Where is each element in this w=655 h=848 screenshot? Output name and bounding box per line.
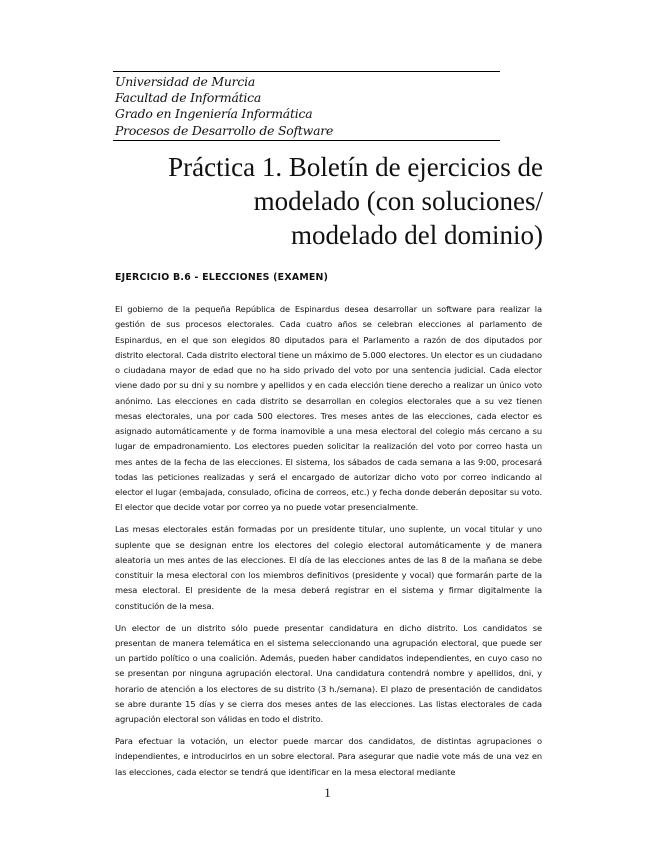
exercise-heading: EJERCICIO B.6 - ELECCIONES (EXAMEN) (115, 272, 329, 283)
title-line: modelado (con soluciones/ (253, 186, 543, 216)
paragraph: Para efectuar la votación, un elector puede marcar dos candidatos, de distintas agrupaciones o independientes, e introducirlos en un sobre electoral. Para asegurar que nadie vote más de una vez en las elecciones, cada elector se tendrá que identificar en la mesa electoral mediante (115, 736, 542, 777)
title-line: Práctica 1. Boletín de ejercicios de (168, 152, 543, 182)
header-university: Universidad de Murcia (115, 74, 256, 89)
header-bottom-rule (113, 140, 500, 141)
header-faculty: Facultad de Informática (115, 90, 262, 106)
header-course: Procesos de Desarrollo de Software (115, 122, 334, 138)
document-title (83, 150, 543, 252)
page-number: 1 (324, 785, 331, 800)
exercise-body (115, 302, 542, 787)
paragraph: Las mesas electorales están formadas por un presidente titular, uno suplente, un vocal titular y uno suplente que se designan entre los electores del colegio electoral automáticamente y de manera aleatoria un mes antes de las elecciones. El día de las elecciones antes de las 8 de la mañana se debe constituir la mesa electoral con los miembros definitivos (presidente y vocal) que formarán parte de la mesa electoral. El presidente de la mesa deberá registrar en el sistema y firmar digitalmente la constitución de la mesa. (115, 524, 542, 611)
paragraph: El gobierno de la pequeña República de Espinardus desea desarrollar un software para realizar la gestión de sus procesos electorales. Cada cuatro años se celebran elecciones al parlamento de Espinardus, en el que son elegidos 80 diputados para el Parlamento a razón de dos diputados por distrito electoral. Cada distrito electoral tiene un máximo de 5.000 electores. Un elector es un ciudadano o ciudadana mayor de edad que no ha sido privado del voto por una sentencia judicial. Cada elector viene dado por su dni y su nombre y apellidos y en cada elección tiene derecho a realizar un único voto anónimo. Las elecciones en cada distrito se desarrollan en colegios electorales que a su vez tienen mesas electorales, una por cada 500 electores. Tres meses antes de las elecciones, cada elector es asignado automáticamente y de forma inamovible a una mesa electoral del colegio más cercano a su lugar de empadronamiento. Los electores pueden solicitar la realización del voto por correo hasta un mes antes de la fecha de las elecciones. El sistema, los sábados de cada semana a las 9:00, procesará todas las peticiones realizadas y será el encargado de autorizar dicho voto por correo indicando al elector el lugar (embajada, consulado, oficina de correos, etc.) y fecha donde deberán depositar su voto. El elector que decide votar por correo ya no puede votar presencialmente. (115, 304, 542, 513)
institution-header (113, 71, 500, 141)
title-line: modelado del dominio) (291, 220, 543, 250)
paragraph: Un elector de un distrito sólo puede presentar candidatura en dicho distrito. Los candidatos se presentan de manera telemática en el sistema seleccionando una agrupación electoral, que puede ser un partido político o una coalición. Además, pueden haber candidatos independientes, en cuyo caso no se presentan por ninguna agrupación electoral. Una candidatura contendrá nombre y apellidos, dni, y horario de atención a los electores de su distrito (3 h./semana). El plazo de presentación de candidatos se abre durante 15 días y se cierra dos meses antes de las elecciones. Las listas electorales de cada agrupación electoral son válidas en todo el distrito. (115, 622, 542, 725)
header-degree: Grado en Ingeniería Informática (115, 106, 313, 122)
